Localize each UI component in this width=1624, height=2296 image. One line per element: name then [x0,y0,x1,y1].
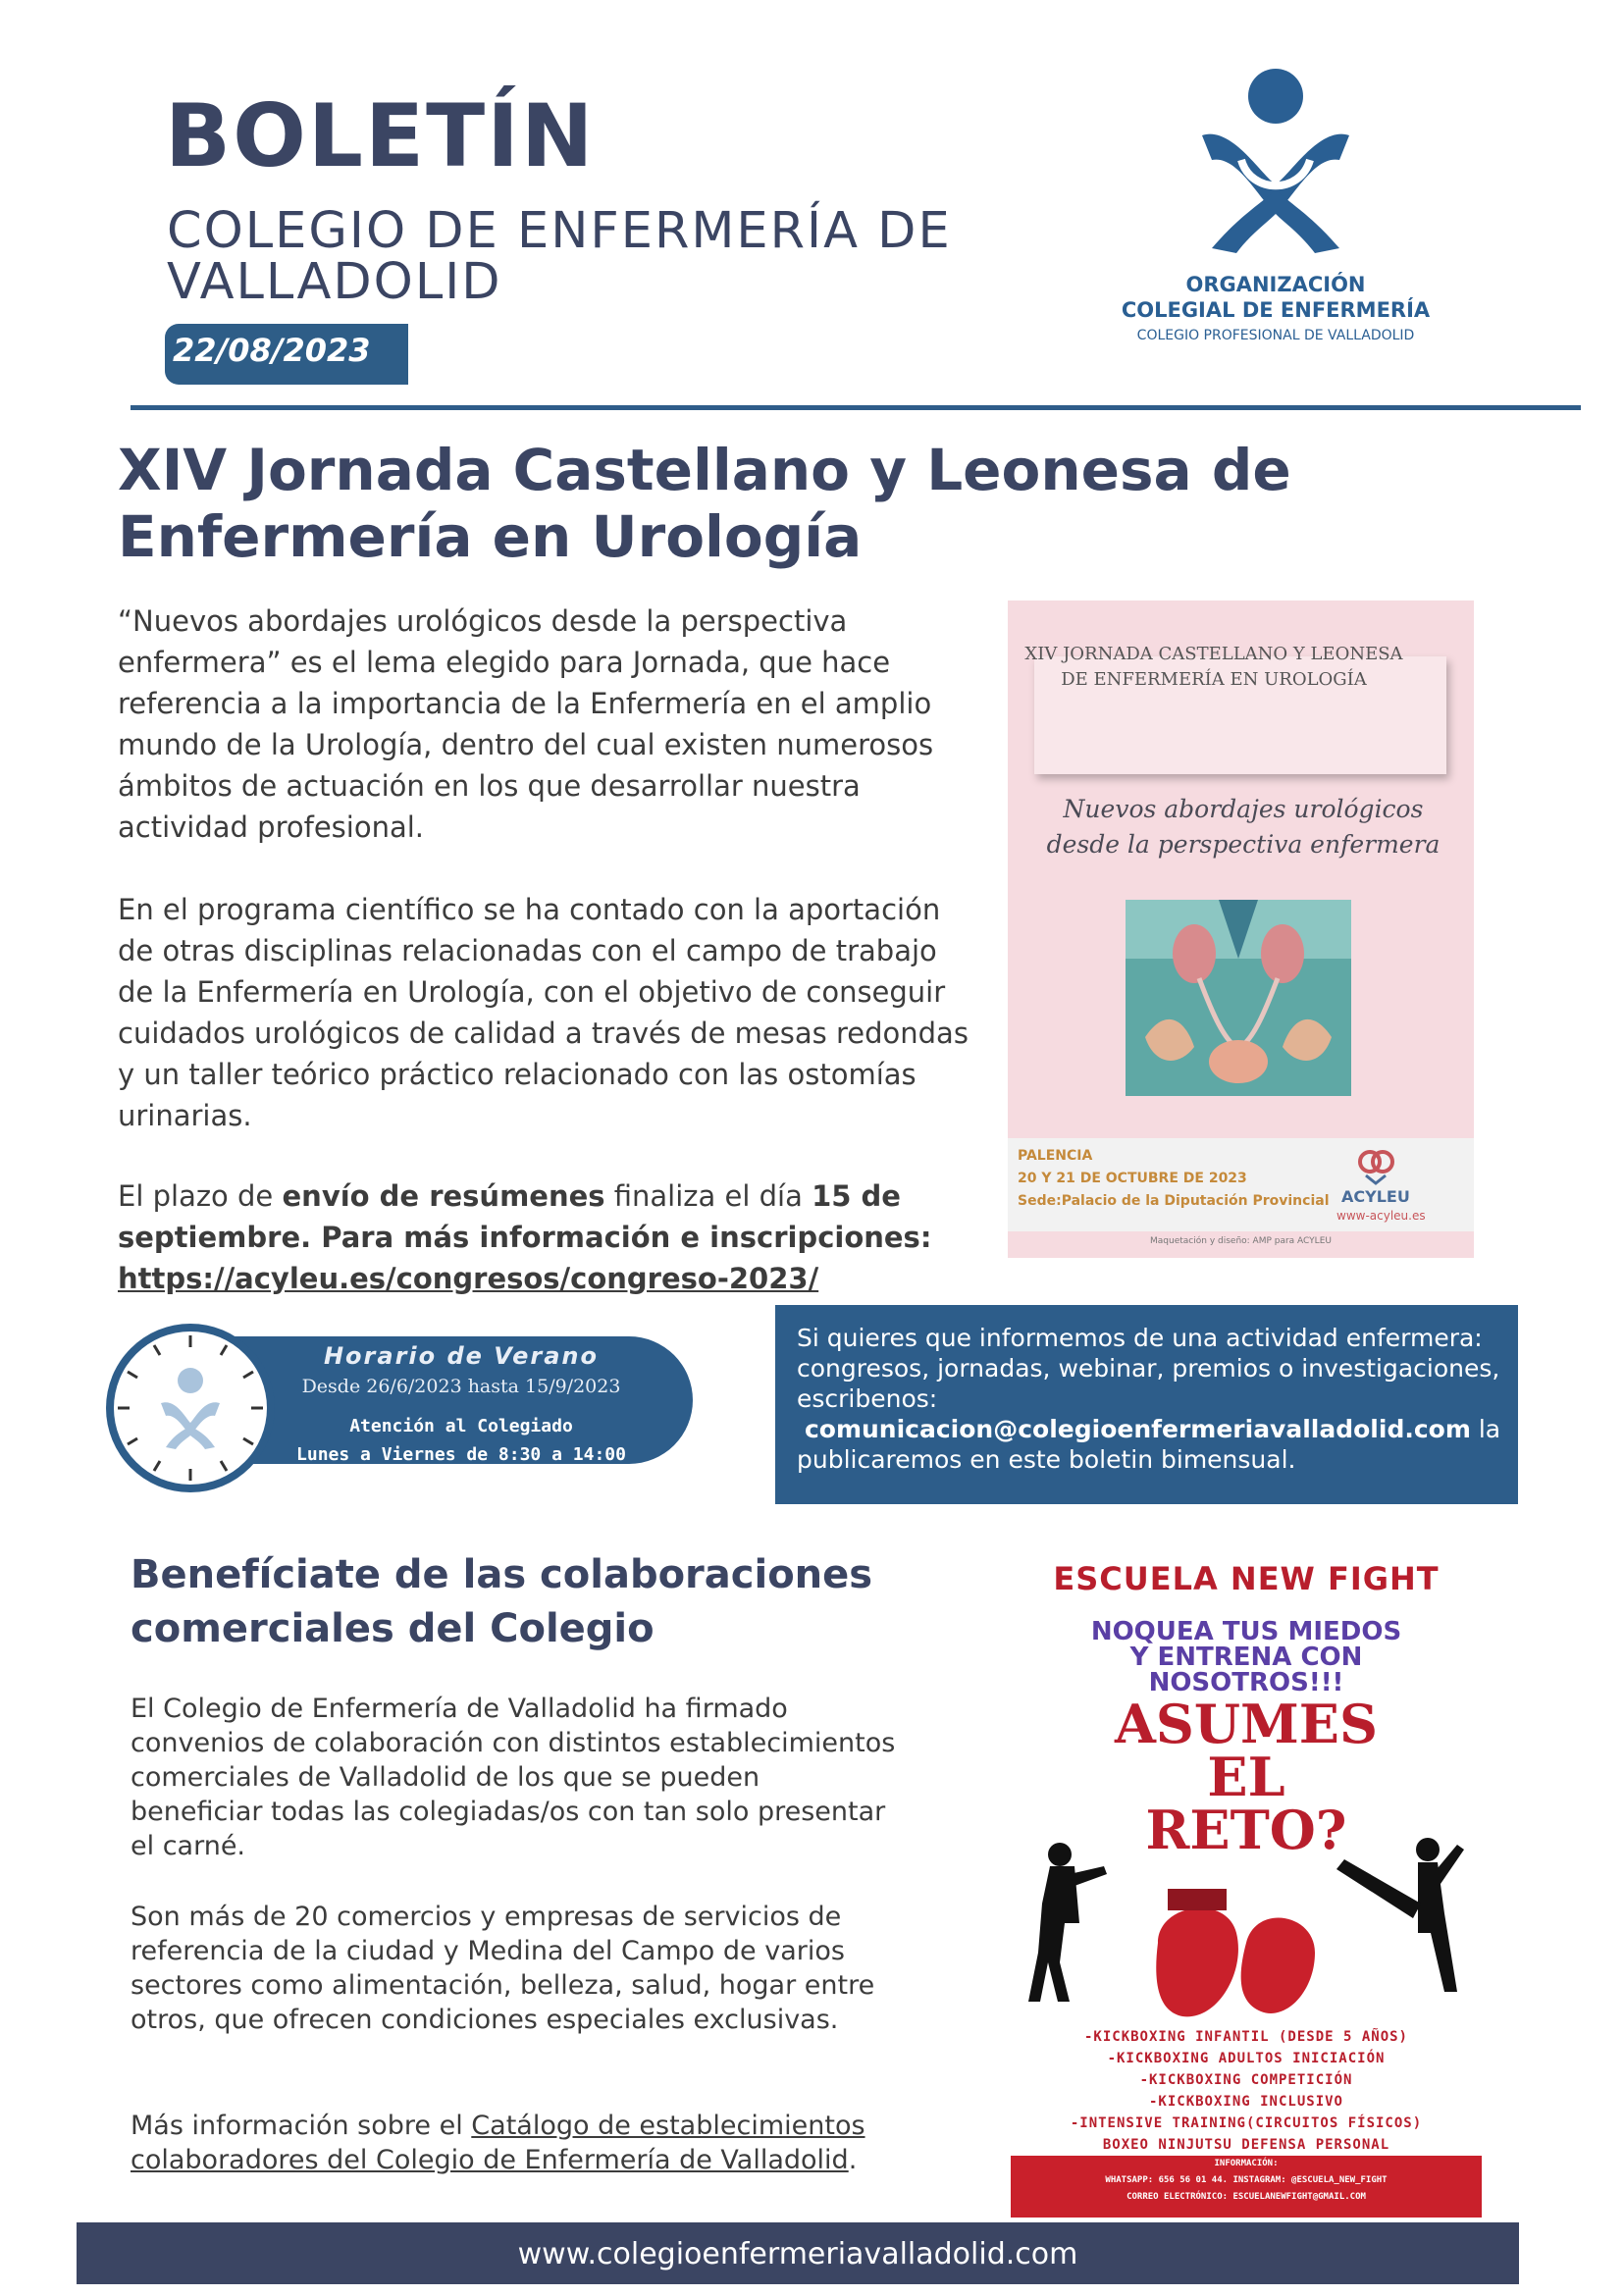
poster-heading: XIV JORNADA CASTELLANO Y LEONESA DE ENFERMERÍA EN UROLOGÍA [1024,644,1403,690]
fight-info-title: INFORMACIÓN: [1214,2159,1279,2168]
fight-big-line3: RETO? [1145,1799,1347,1861]
contact-text-b: la publicaremos en este boletin bimensual. [797,1415,1501,1474]
contact-info-box [775,1305,1518,1504]
fight-class-list [1011,2026,1482,2156]
fight-class-item: BOXEO NINJUTSU DEFENSA PERSONAL [1102,2137,1390,2153]
contact-text-a: Si quieres que informemos de una actividad enfermera: congresos, jornadas, webinar, premios o investigaciones, escribenos: [797,1324,1500,1413]
fight-info-email: CORREO ELECTRÓNICO: ESCUELANEWFIGHT@GMAIL.COM [1126,2192,1366,2202]
bulletin-subtitle: COLEGIO DE ENFERMERÍA DE VALLADOLID [167,202,952,311]
catalog-text-a: Más información sobre el [131,2111,472,2141]
fight-class-item: -KICKBOXING ADULTOS INICIACIÓN [1107,2051,1386,2066]
fight-sub-line2: Y ENTRENA CON [1129,1643,1363,1672]
poster-dates: 20 Y 21 DE OCTUBRE DE 2023 [1018,1171,1247,1186]
contact-info-text [797,1323,1508,1475]
fight-class-item: -INTENSIVE TRAINING(CIRCUITOS FÍSICOS) [1070,2115,1423,2131]
fight-subheadline [1011,1619,1482,1696]
poster-credit: Maquetación y diseño: AMP para ACYLEU [1150,1236,1332,1246]
poster-venue: Sede:Palacio de la Diputación Provincial [1018,1193,1330,1209]
schedule-line2: Lunes a Viernes de 8:30 a 14:00 [296,1444,626,1465]
deadline-text-b: envío de resúmenes [282,1179,605,1213]
fight-class-item: -KICKBOXING INFANTIL (DESDE 5 AÑOS) [1083,2029,1408,2045]
date-text: 22/08/2023 [173,332,371,369]
deadline-text-a: El plazo de [118,1179,283,1213]
poster-city: PALENCIA [1018,1148,1093,1164]
clock-icon [102,1320,279,1496]
contact-email[interactable]: comunicacion@colegioenfermeriavalladolid.com [804,1415,1471,1443]
footer-website-link[interactable]: www.colegioenfermeriavalladolid.com [517,2237,1078,2271]
fight-class-item: -KICKBOXING INCLUSIVO [1148,2094,1343,2110]
schedule-line1: Atención al Colegiado [349,1416,573,1436]
logo-text-line1: ORGANIZACIÓN [1185,273,1366,296]
deadline-text-d: 15 de septiembre. Para más información e inscripciones: [118,1179,932,1254]
fight-class-item: -KICKBOXING COMPETICIÓN [1139,2072,1353,2088]
acyleu-logo-icon [1356,1146,1395,1185]
fight-sub-line3: NOSOTROS!!! [1148,1668,1344,1697]
congress-link[interactable]: https://acyleu.es/congresos/congreso-2023/ [118,1262,819,1295]
poster-brand: ACYLEU [1341,1187,1410,1206]
urology-illustration-icon [1126,900,1351,1096]
poster-web: www-acyleu.es [1336,1209,1426,1223]
article2-title: Benefíciate de las colaboraciones comerciales del Colegio [131,1552,873,1651]
deadline-text-c: finaliza el día [604,1179,812,1213]
footer-bar [77,2222,1519,2284]
jornada-poster [1008,600,1474,1258]
poster-footer [1008,1138,1474,1231]
article1-paragraph2: En el programa científico se ha contado con la aportación de otras disciplinas relacionadas con el campo de trabajo de la Enfermería en Urología, con el objetivo de conseguir cuidados urológicos de calidad a través de mesas redondas y un taller teórico práctico relacionado con las ostomías urinarias. [118,893,969,1132]
logo-text-line3: COLEGIO PROFESIONAL DE VALLADOLID [1136,328,1415,343]
fight-big-line2: EL [1207,1746,1285,1808]
schedule-title: Horario de Verano [323,1342,600,1370]
article2-paragraph2: Son más de 20 comercios y empresas de servicios de referencia de la ciudad y Medina del Campo de varios sectores como alimentación, belleza, salud, hogar entre otros, que ofrecen condiciones especiales exclusivas. [131,1902,875,2035]
article2-paragraph1: El Colegio de Enfermería de Valladolid ha firmado convenios de colaboración con distintos establecimientos comerciales de Valladolid de los que se pueden beneficiar todas las colegiadas/os con tan solo presentar el carné. [131,1694,896,1861]
bulletin-title: BOLETÍN [165,85,596,186]
header-divider [131,405,1581,410]
article2-paragraph3 [131,2109,896,2177]
fight-big-line1: ASUMES [1115,1693,1378,1755]
date-badge [165,324,408,385]
organization-logo-icon [1192,67,1359,263]
article1-title: XIV Jornada Castellano y Leonesa de Enfermería en Urología [118,437,1291,570]
article1-paragraph3 [118,1175,981,1299]
fight-contact-bar [1011,2156,1482,2218]
article1-paragraph1: “Nuevos abordajes urológicos desde la perspectiva enfermera” es el lema elegido para Jornada, que hace referencia a la importancia de la Enfermería en el amplio mundo de la Urología, dentro del cual existen numerosos ámbitos de actuación en los que desarrollar nuestra actividad profesional. [118,604,934,844]
poster-motto: Nuevos abordajes urológicos desde la perspectiva enfermera [1046,795,1441,859]
fight-sub-line1: NOQUEA TUS MIEDOS [1090,1617,1402,1646]
new-fight-poster [1011,1550,1482,2218]
schedule-range: Desde 26/6/2023 hasta 15/9/2023 [301,1376,621,1397]
fight-headline: ESCUELA NEW FIGHT [1053,1560,1440,1597]
fight-info-social: WHATSAPP: 656 56 01 44. INSTAGRAM: @ESCUELA_NEW_FIGHT [1105,2175,1388,2185]
catalog-link[interactable]: Catálogo de establecimientos colaboradores del Colegio de Enfermería de Valladolid [131,2111,865,2175]
catalog-text-b: . [848,2145,858,2175]
logo-text-line2: COLEGIAL DE ENFERMERÍA [1121,298,1431,322]
